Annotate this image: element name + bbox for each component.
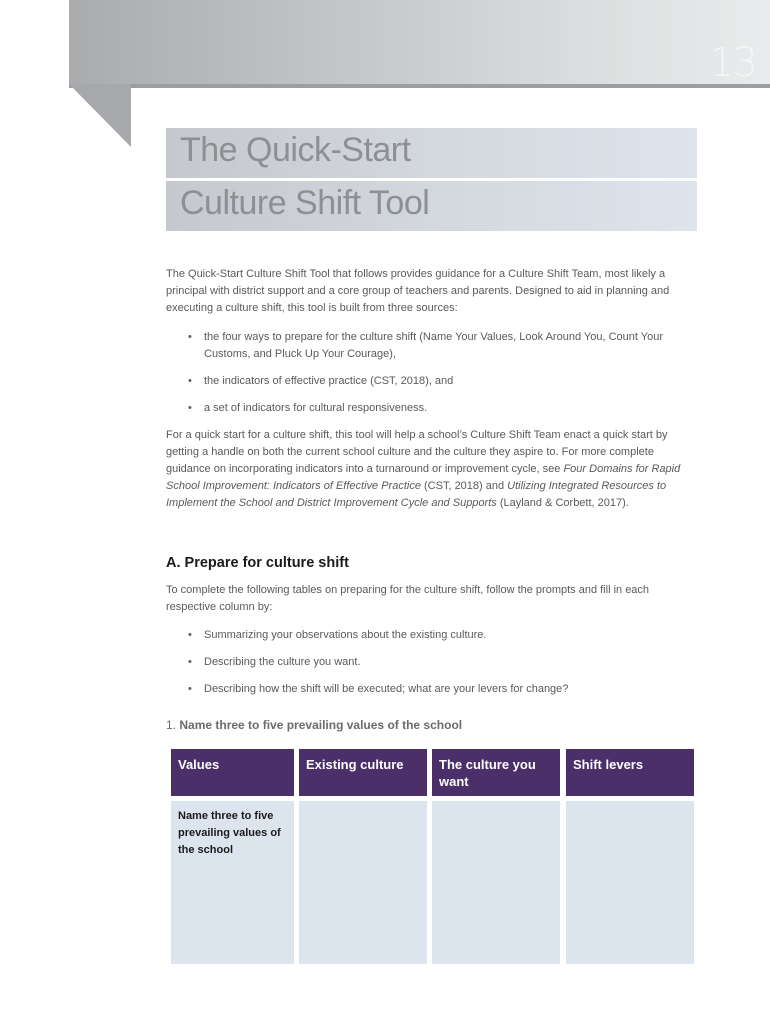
list-item: • the four ways to prepare for the culture shift (Name Your Values, Look Around You, Count Your Customs, and Pluck Up Your Courage),: [187, 329, 687, 363]
reference-integrated-resources: Utilizing Integrated Resources to Implement the School and District Improvement Cycle and Supports: [166, 480, 667, 509]
list-item: • Describing how the shift will be executed; what are your levers for change?: [187, 681, 687, 698]
title-line-1: The Quick-Start: [180, 131, 411, 169]
existing-culture-cell[interactable]: [299, 801, 427, 964]
title-line-2: Culture Shift Tool: [180, 184, 430, 222]
list-item: • a set of indicators for cultural responsiveness.: [187, 400, 687, 417]
quick-start-text-1: For a quick start for a culture shift, this tool will help a school’s Culture Shift Team enact a quick start by getting a handle on both the current school culture and the culture they aspire to. For more complete guidance on incorporating indicators into a turnaround or improvement cycle, see: [166, 429, 668, 475]
list-item: • Describing the culture you want.: [187, 654, 687, 671]
title-line-1-block: [166, 128, 697, 178]
table-row-label: Name three to five prevailing values of the school: [171, 801, 294, 964]
section-heading: A. Prepare for culture shift: [166, 555, 349, 571]
table-title-text: Name three to five prevailing values of the school: [179, 718, 463, 732]
quick-start-text-3: (Layland & Corbett, 2017).: [496, 497, 629, 509]
list-item: • the indicators of effective practice (CST, 2018), and: [187, 373, 687, 390]
intro-paragraph: The Quick-Start Culture Shift Tool that follows provides guidance for a Culture Shift Team, most likely a principal with district support and a core group of teachers and parents. Designed to aid in planning and executing a culture shift, this tool is built from three sources:: [166, 268, 670, 314]
table-header-values: Values: [171, 749, 294, 796]
table-title: [166, 718, 462, 732]
table-header-existing-culture: Existing culture: [299, 749, 427, 796]
banner-fold: [69, 84, 131, 147]
sources-list: [187, 329, 687, 417]
reference-four-domains: Four Domains for Rapid School Improvement: Indicators of Effective Practice: [166, 463, 681, 492]
banner-edge: [69, 84, 770, 88]
shift-levers-cell[interactable]: [566, 801, 694, 964]
header-banner: [69, 0, 770, 84]
quick-start-paragraph: [166, 427, 700, 512]
steps-list: [187, 627, 687, 698]
table-header-shift-levers: Shift levers: [566, 749, 694, 796]
list-item: • Summarizing your observations about the existing culture.: [187, 627, 687, 644]
page-number: 13: [709, 40, 756, 86]
culture-you-want-cell[interactable]: [432, 801, 560, 964]
section-intro: To complete the following tables on preparing for the culture shift, follow the prompts and fill in each respective column by:: [166, 584, 650, 613]
title-line-2-block: [166, 181, 697, 231]
quick-start-text-2: (CST, 2018) and: [420, 480, 508, 492]
table-number: 1.: [166, 718, 177, 732]
table-header-culture-you-want: The culture you want: [432, 749, 560, 796]
